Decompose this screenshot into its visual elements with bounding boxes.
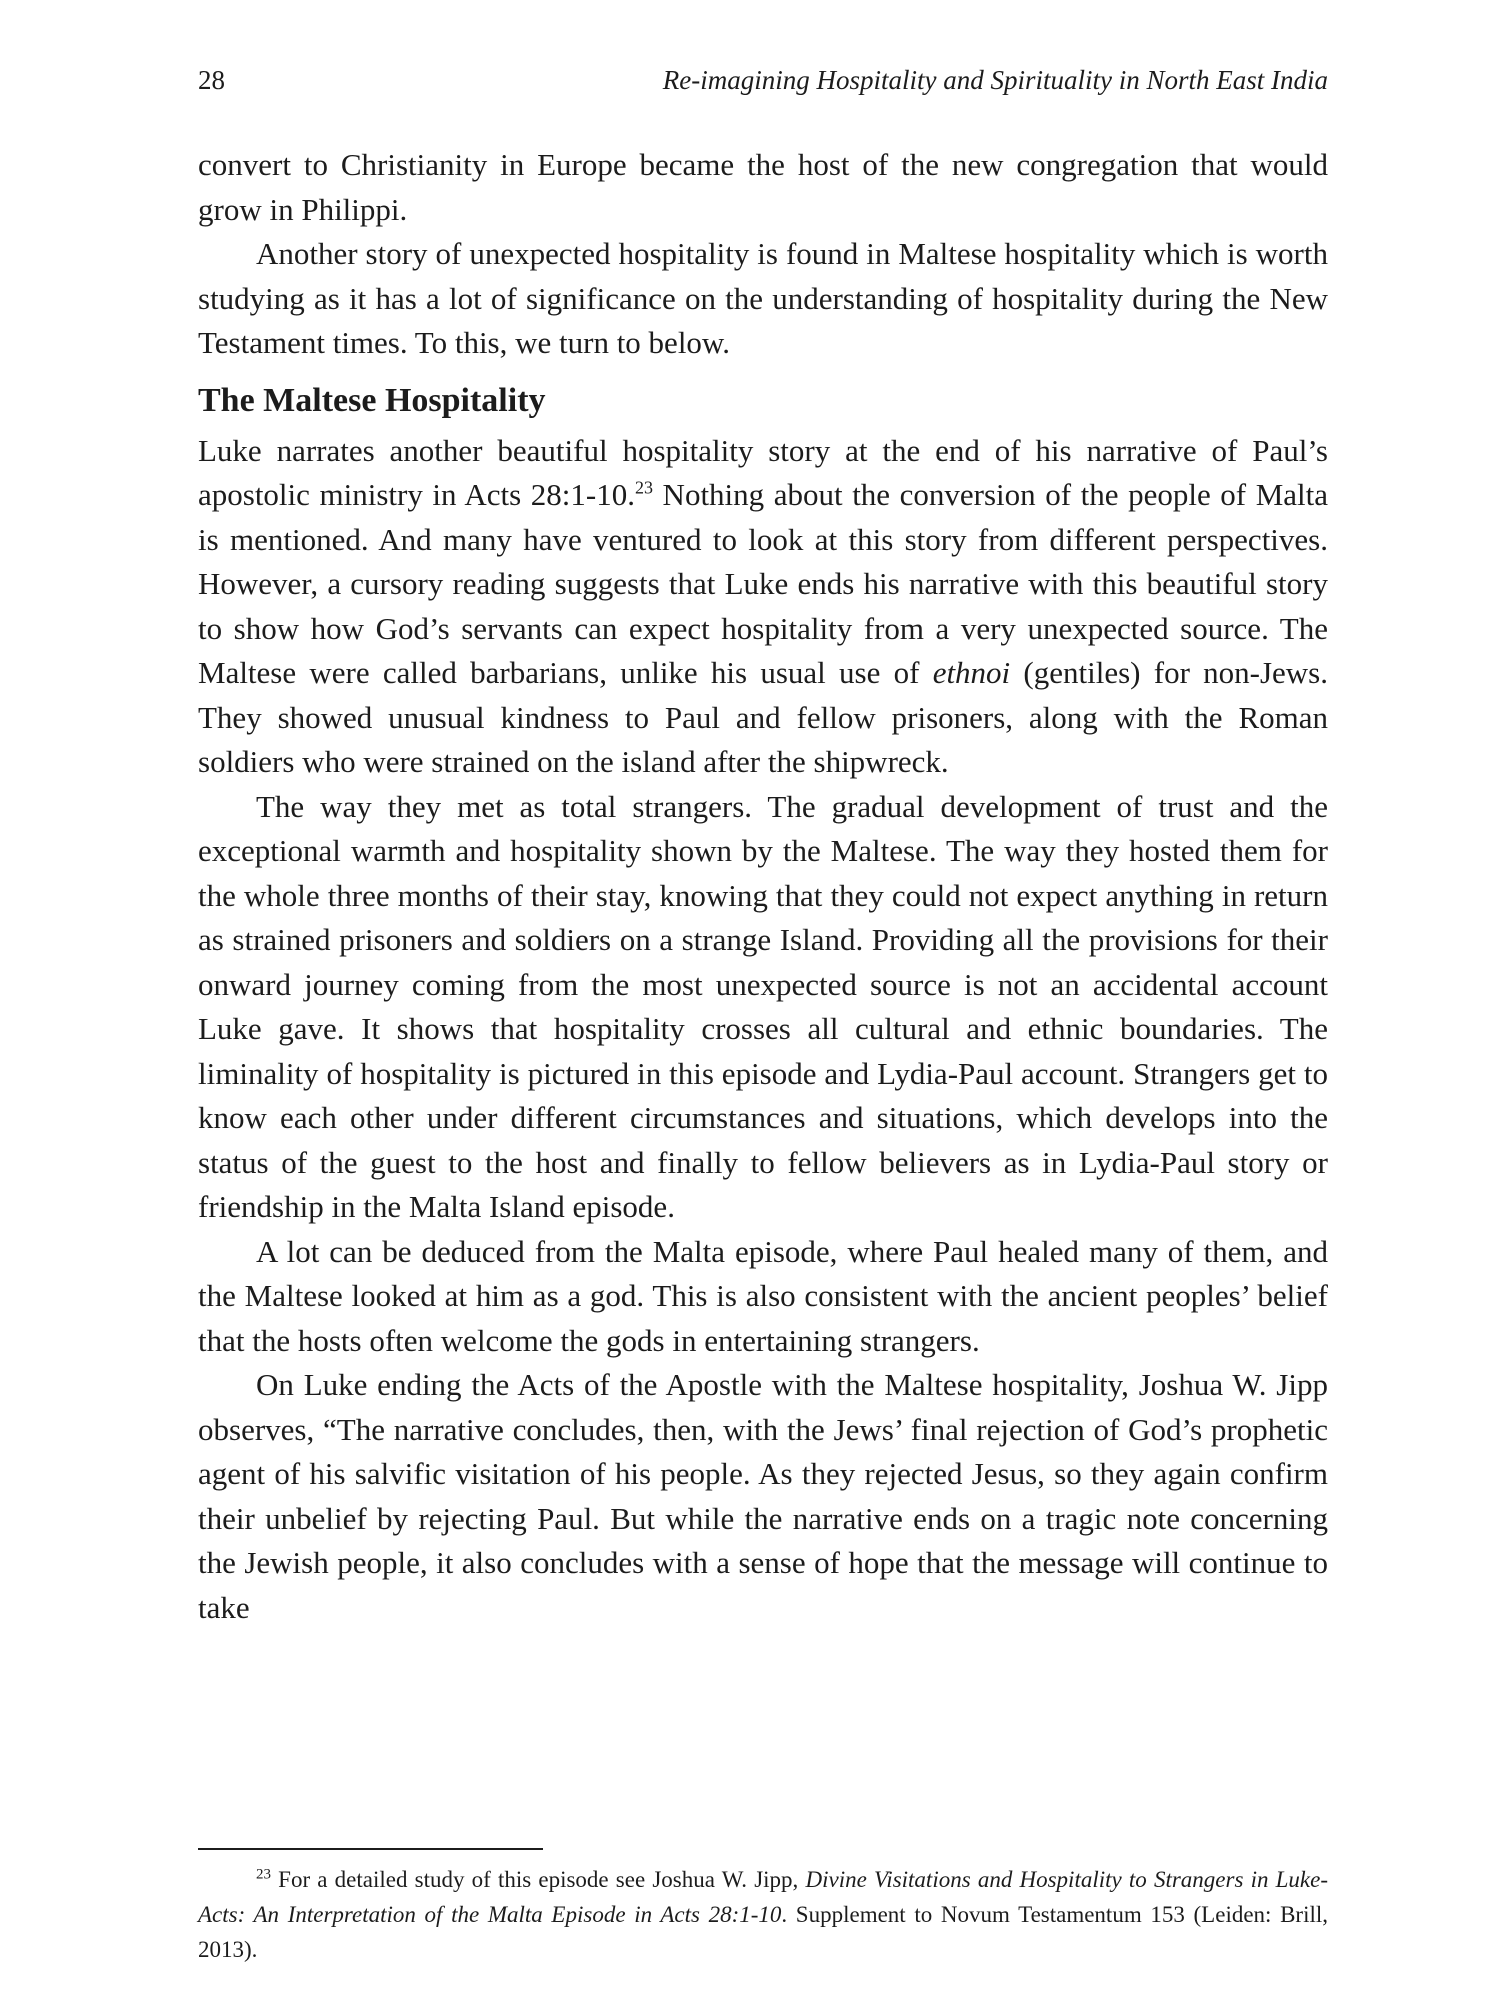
paragraph-malta-episode: A lot can be deduced from the Malta episode, where Paul healed many of them, and the Maltese looked at him as a god. This is also consistent with the ancient peoples’ belief that the hosts often welcome the gods in entertaining strangers. (198, 1233, 1328, 1358)
paragraph-total-strangers: The way they met as total strangers. The gradual development of trust and the exceptional warmth and hospitality shown by the Maltese. The way they hosted them for the whole three months of their stay, knowing that they could not expect anything in return as strained prisoners and soldiers on a strange Island. Providing all the provisions for their onward journey coming from the most unexpected source is not an accidental account Luke gave. It shows that hospitality crosses all cultural and ethnic boundaries. The liminality of hospitality is pictured in this episode and Lydia-Paul account. Strangers get to know each other under different circumstances and situations, which develops into the status of the guest to the host and finally to fellow believers as in Lydia-Paul story or friendship in the Malta Island episode. (198, 788, 1328, 1224)
paragraph-luke-narrates (198, 429, 1328, 785)
main-text (198, 143, 1328, 1630)
running-title: Re-imagining Hospitality and Spirituality in North East India (662, 65, 1328, 95)
footnote-book-title: Divine Visitations and Hospitality to Strangers in Luke-Acts: An Interpretation of the Malta Episode in Acts 28:1-10 (198, 1867, 1328, 1927)
italic-term: ethnoi (932, 655, 1011, 690)
text-run: Luke narrates another beautiful hospitality story at the end of his narrative of Paul’s apostolic ministry in Acts 28:1-10. (198, 432, 1328, 512)
footnote (198, 1862, 1328, 1967)
text-run: Nothing about the conversion of the people of Malta is mentioned. And many have ventured to look at this story from different perspectives. However, a cursory reading suggests that Luke ends his narrative with this beautiful story to show how God’s servants can expect hospitality from a very unexpected source. The Maltese were called barbarians, unlike his usual use of (198, 477, 1328, 690)
paragraph-continuation: convert to Christianity in Europe became the host of the new congregation that would grow in Philippi. (198, 147, 1328, 227)
section-heading: The Maltese Hospitality (198, 381, 546, 419)
footnote-number: 23 (256, 1866, 271, 1883)
paragraph-unexpected-hospitality: Another story of unexpected hospitality is found in Maltese hospitality which is worth studying as it has a lot of significance on the understanding of hospitality during the New Testament times. To this, we turn to below. (198, 236, 1328, 360)
running-header (198, 58, 1328, 102)
page-number: 28 (198, 65, 225, 95)
footnote-text: . Supplement to Novum Testamentum 153 (Leiden: Brill, 2013). (198, 1902, 1329, 1962)
text-run: (gentiles) for non-Jews. They showed unusual kindness to Paul and fellow prisoners, along with the Roman soldiers who were strained on the island after the shipwreck. (198, 655, 1328, 779)
paragraph-jipp-observes: On Luke ending the Acts of the Apostle with the Maltese hospitality, Joshua W. Jipp observes, “The narrative concludes, then, with the Jews’ final rejection of God’s prophetic agent of his salvific visitation of his people. As they rejected Jesus, so they again confirm their unbelief by rejecting Paul. But while the narrative ends on a tragic note concerning the Jewish people, it also concludes with a sense of hope that the message will continue to take (198, 1367, 1328, 1625)
footnote-divider (198, 1848, 543, 1850)
footnote-reference[interactable]: 23 (634, 477, 653, 498)
footnote-text: For a detailed study of this episode see Joshua W. Jipp, (271, 1867, 806, 1892)
